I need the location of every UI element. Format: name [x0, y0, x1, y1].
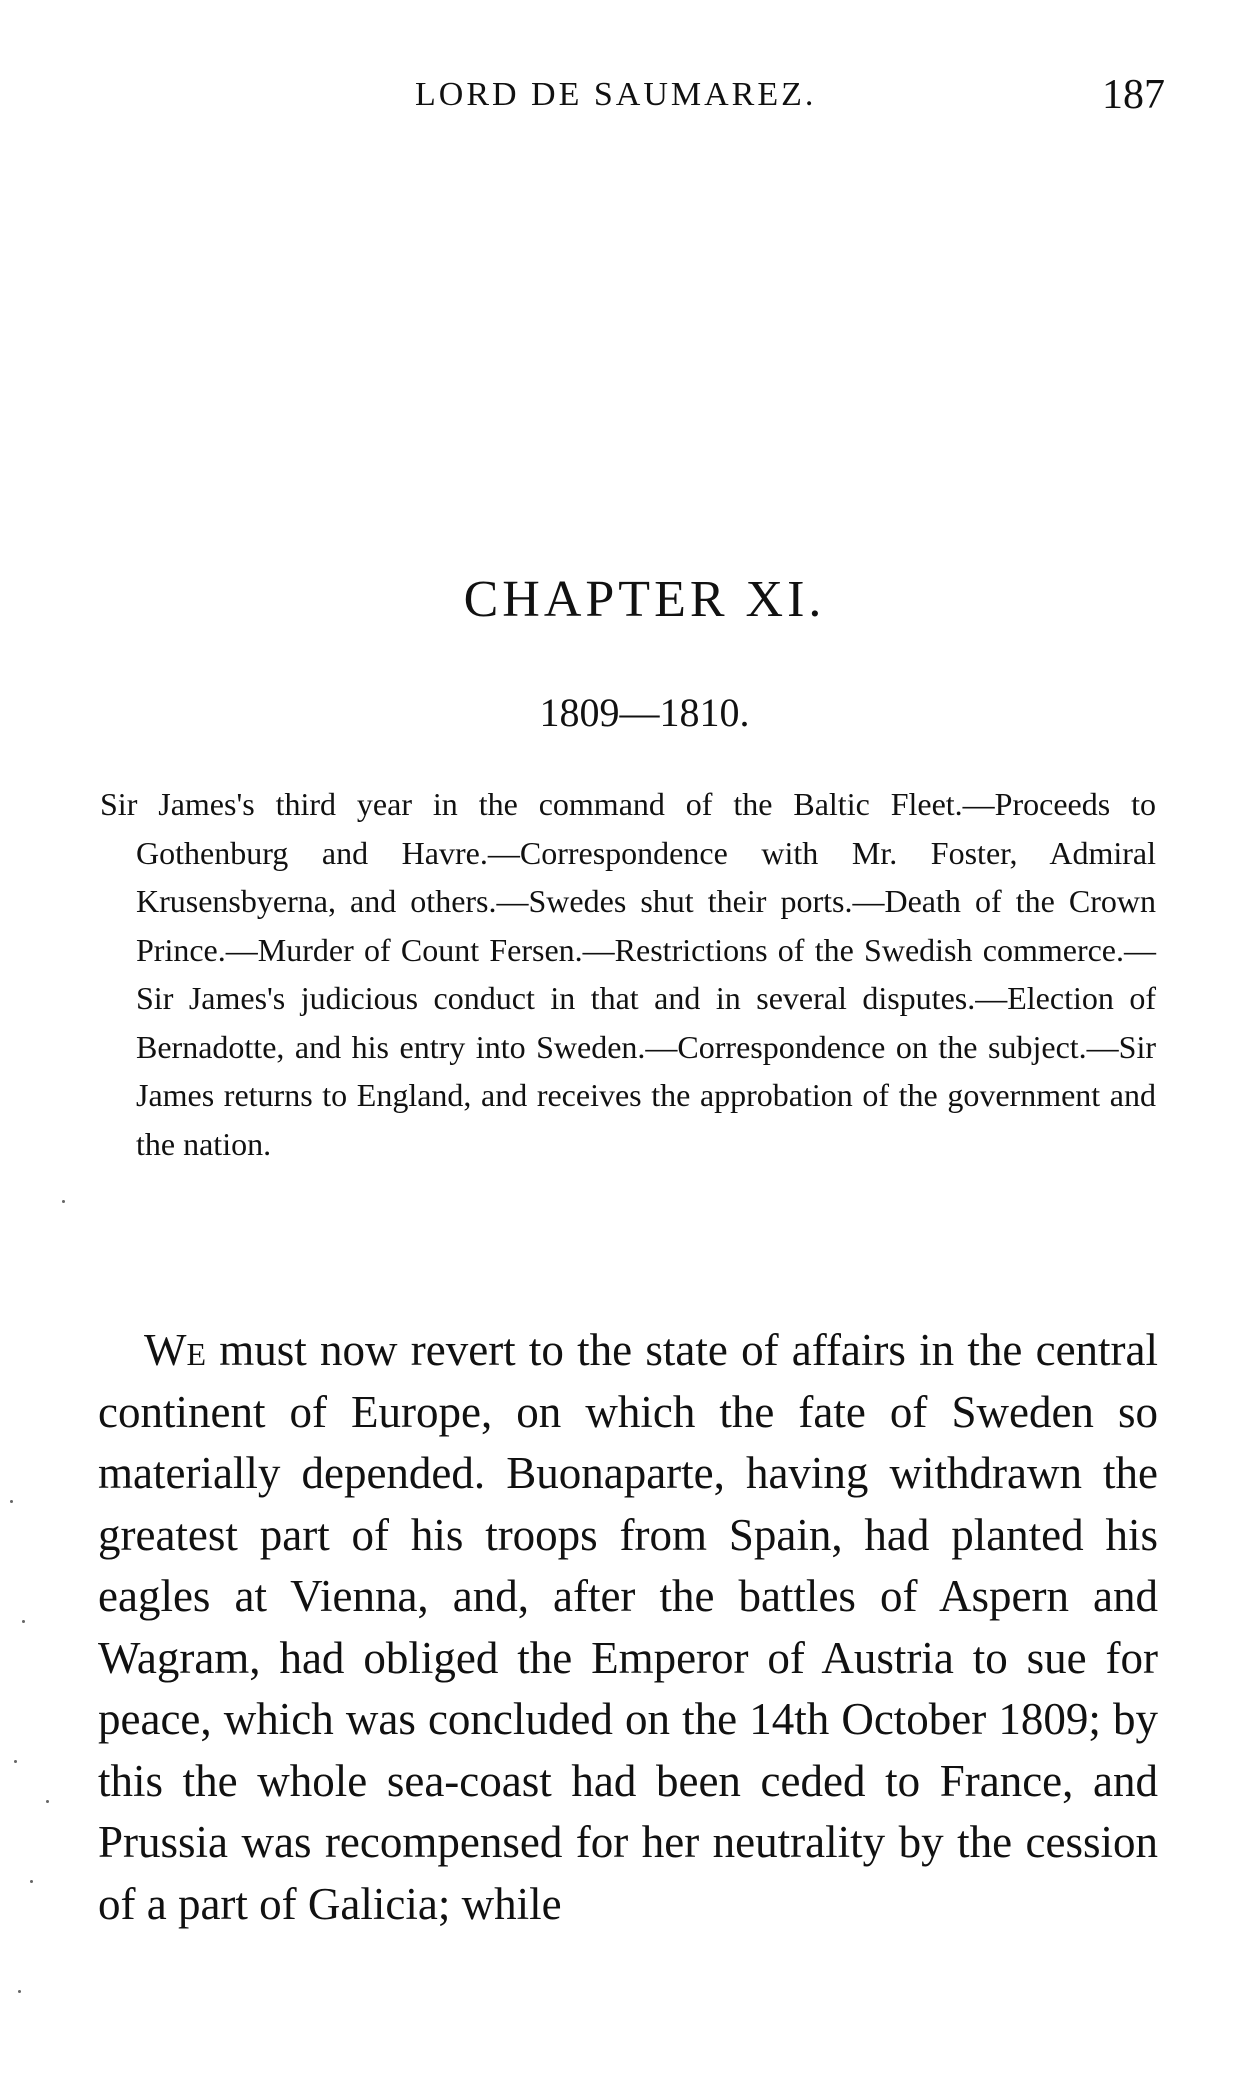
- print-speck: [14, 1760, 17, 1763]
- running-title: LORD DE SAUMAREZ.: [415, 76, 817, 113]
- print-speck: [18, 1990, 21, 1993]
- body-paragraph: [98, 1320, 1158, 1935]
- print-speck: [30, 1880, 33, 1883]
- print-speck: [10, 1500, 13, 1503]
- running-head: [0, 70, 1253, 120]
- opening-word: We: [144, 1325, 207, 1375]
- page-number: 187: [1102, 72, 1165, 118]
- chapter-synopsis: Sir James's third year in the command of the Baltic Fleet.—Proceeds to Gothenburg and Havre.—Correspondence with Mr. Foster, Admiral Krusensbyerna, and others.—Swedes shut their ports.—Death of the Crown Prince.—Murder of Count Fersen.—Restrictions of the Swedish commerce.—Sir James's judicious conduct in that and in several disputes.—Election of Bernadotte, and his entry into Sweden.—Correspondence on the subject.—Sir James returns to England, and receives the approbation of the government and the nation.: [100, 786, 1156, 1162]
- body-text: must now revert to the state of affairs in the central continent of Europe, on which the fate of Sweden so materially depended. Buonaparte, having withdrawn the greatest part of his troops from Spain, had planted his eagles at Vienna, and, after the battles of Aspern and Wagram, had obliged the Emperor of Austria to sue for peace, which was concluded on the 14th October 1809; by this the whole sea-coast had been ceded to France, and Prussia was recompensed for her neutrality by the cession of a part of Galicia; while: [98, 1325, 1159, 1929]
- print-speck: [62, 1200, 65, 1203]
- print-speck: [46, 1800, 49, 1803]
- chapter-title: CHAPTER XI.: [463, 571, 826, 628]
- chapter-years: 1809—1810.: [539, 690, 750, 735]
- print-speck: [22, 1620, 25, 1623]
